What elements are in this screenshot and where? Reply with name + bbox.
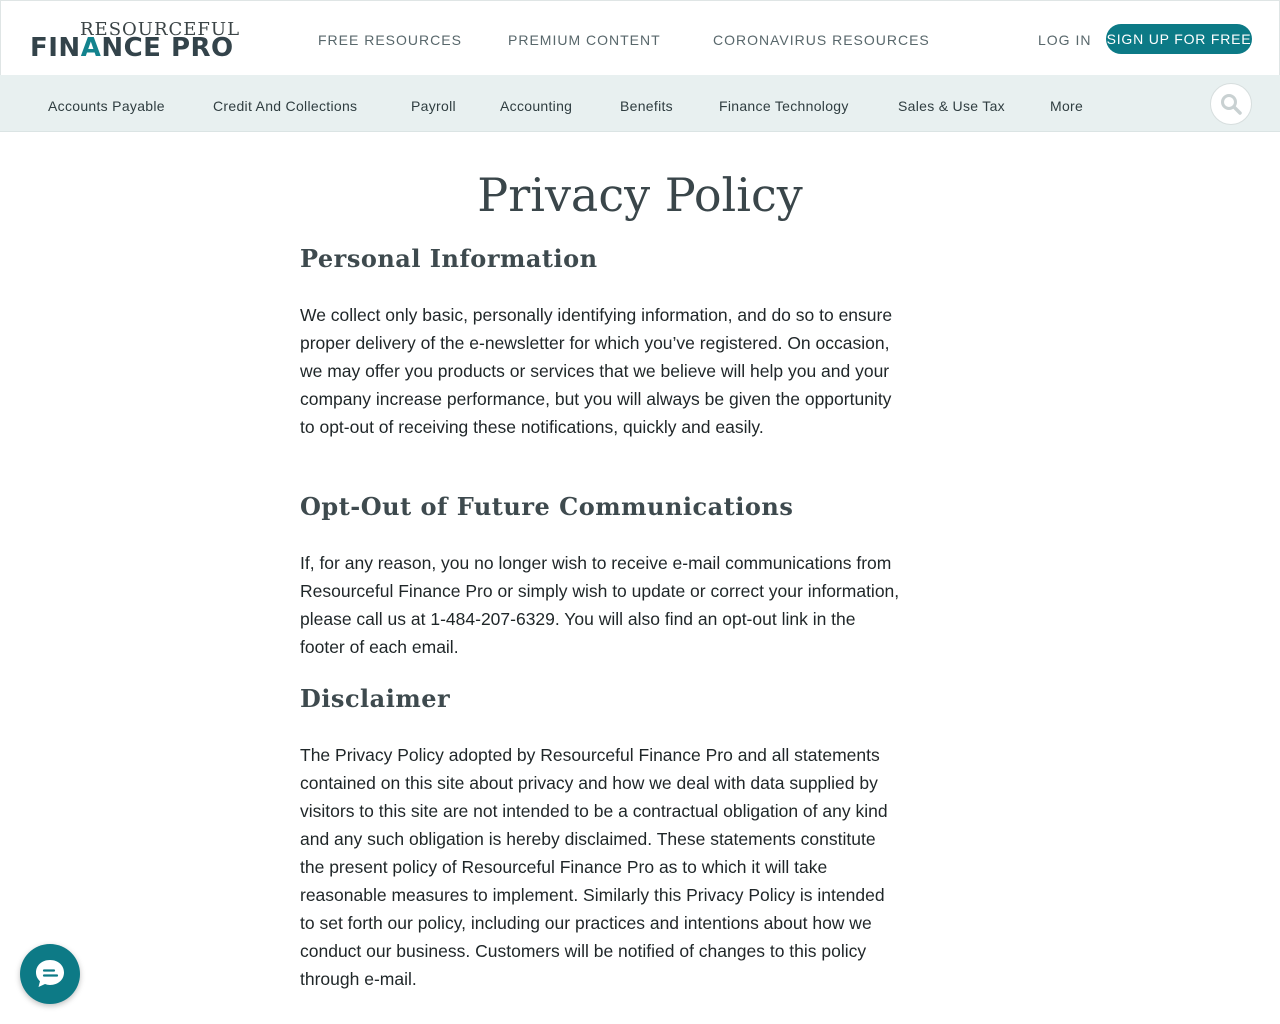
logo-accent-letter: A (80, 33, 102, 63)
site-logo[interactable] (30, 19, 241, 63)
logo-wordmark-top: RESOURCEFUL (80, 19, 241, 40)
nav-free-resources[interactable]: FREE RESOURCES (318, 32, 462, 48)
category-finance-technology[interactable]: Finance Technology (719, 98, 849, 114)
logo-text-part-2: NCE PRO (101, 33, 234, 63)
search-icon (1220, 93, 1242, 115)
heading-opt-out: Opt-Out of Future Communications (300, 492, 794, 521)
category-benefits[interactable]: Benefits (620, 98, 673, 114)
search-button[interactable] (1210, 83, 1252, 125)
signup-button[interactable]: SIGN UP FOR FREE (1106, 24, 1252, 54)
category-nav (0, 75, 1280, 132)
heading-disclaimer: Disclaimer (300, 684, 451, 713)
nav-coronavirus-resources[interactable]: CORONAVIRUS RESOURCES (713, 32, 930, 48)
logo-wordmark-bottom (30, 33, 234, 63)
category-more[interactable]: More (1050, 98, 1084, 114)
logo-text-part-1: FIN (30, 33, 81, 63)
paragraph-personal-information: We collect only basic, personally identifying information, and do so to ensure proper delivery of the e-newsletter for which you’ve registered. On occasion, we may offer you products or services that we believe will help you and your company increase performance, but you will always be given the opportunity to opt-out of receiving these notifications, quickly and easily. (300, 305, 893, 437)
paragraph-disclaimer: The Privacy Policy adopted by Resourceful Finance Pro and all statements contained on this site about privacy and how we deal with data supplied by visitors to this site are not intended to be a contractual obligation of any kind and any such obligation is hereby disclaimed. These statements constitute the present policy of Resourceful Finance Pro as to which it will take reasonable measures to implement. Similarly this Privacy Policy is intended to set forth our policy, including our practices and intentions about how we conduct our business. Customers will be notified of changes to this policy through e-mail. (300, 745, 888, 989)
paragraph-opt-out: If, for any reason, you no longer wish to receive e-mail communications from Resourceful Finance Pro or simply wish to update or correct your information, please call us at 1-484-207-6329. You will also find an opt-out link in the footer of each email. (300, 553, 900, 657)
heading-personal-information: Personal Information (300, 244, 598, 273)
chat-widget-button[interactable] (20, 944, 80, 1004)
page-title: Privacy Policy (477, 168, 803, 222)
chat-bubble-icon (32, 956, 68, 992)
top-header (0, 0, 1280, 75)
nav-premium-content[interactable]: PREMIUM CONTENT (508, 32, 661, 48)
login-link[interactable]: LOG IN (1038, 32, 1092, 48)
category-accounting[interactable]: Accounting (500, 98, 573, 114)
category-payroll[interactable]: Payroll (411, 98, 456, 114)
category-credit-and-collections[interactable]: Credit And Collections (213, 98, 358, 114)
category-sales-use-tax[interactable]: Sales & Use Tax (898, 98, 1005, 114)
category-accounts-payable[interactable]: Accounts Payable (48, 98, 165, 114)
